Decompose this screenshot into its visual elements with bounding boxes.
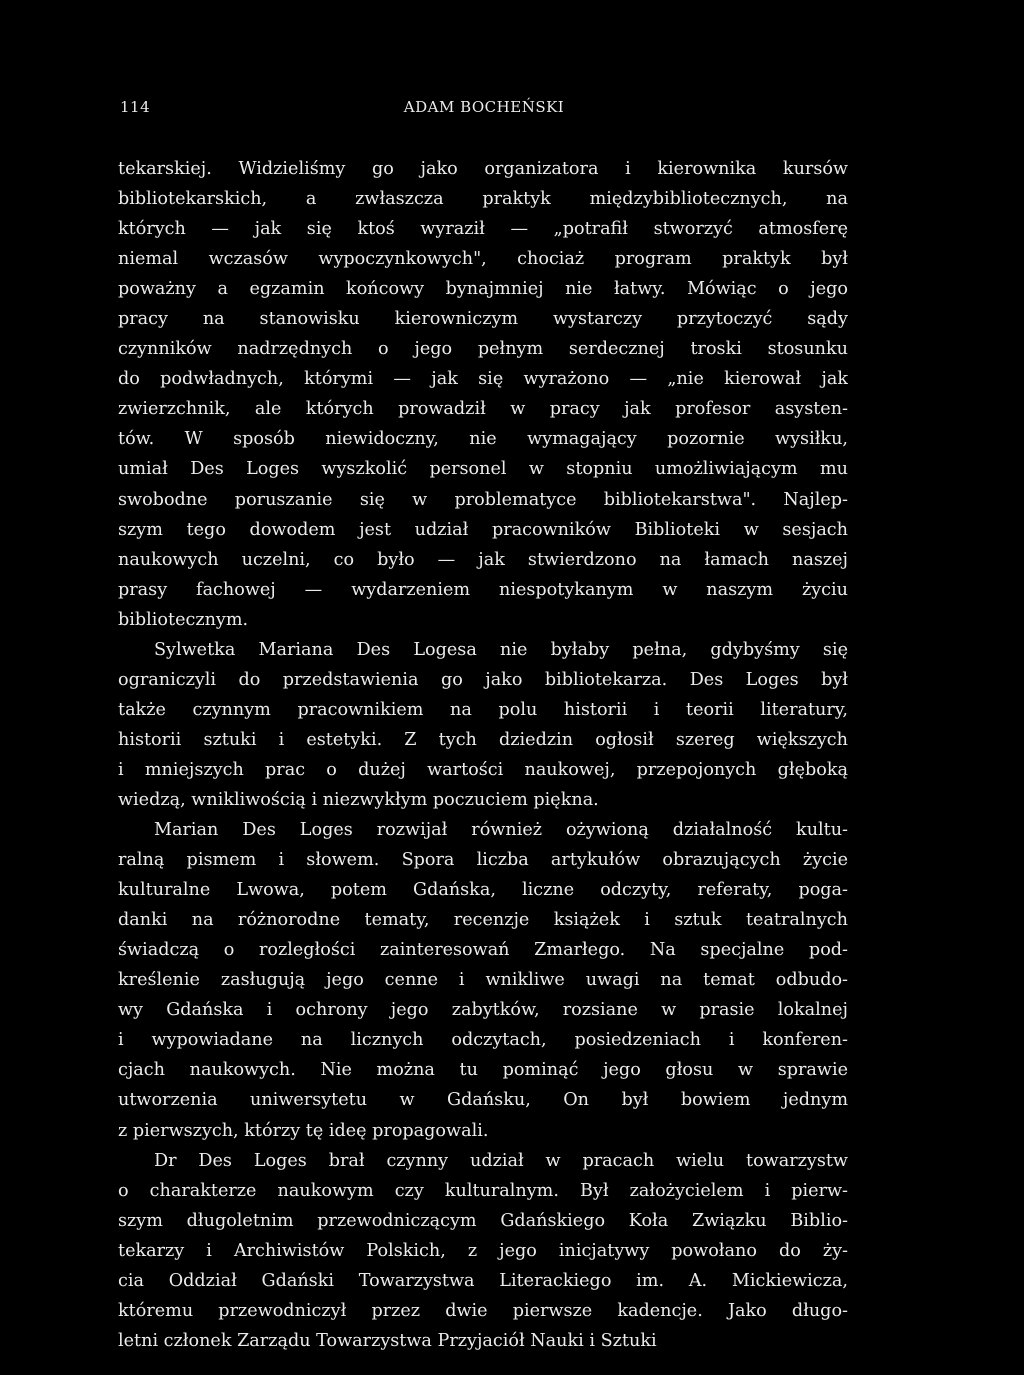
text-line: z pierwszych, którzy tę ideę propagowali. xyxy=(118,1120,489,1141)
text-line: umiał Des Loges wyszkolić personel w stopniu umożliwiającym mu xyxy=(118,459,848,480)
text-line: ralną pismem i słowem. Spora liczba artykułów obrazujących życie xyxy=(118,850,848,871)
page-number: 114 xyxy=(120,98,151,116)
text-line: i wypowiadane na licznych odczytach, posiedzeniach i konferen- xyxy=(118,1030,848,1051)
text-line: naukowych uczelni, co było — jak stwierdzono na łamach naszej xyxy=(118,549,848,570)
text-line: których — jak się ktoś wyraził — „potrafił stworzyć atmosferę xyxy=(118,219,848,240)
text-line: cia Oddział Gdański Towarzystwa Literackiego im. A. Mickiewicza, xyxy=(118,1270,848,1291)
text-line: danki na różnorodne tematy, recenzje książek i sztuk teatralnych xyxy=(118,910,848,931)
text-line: pracy na stanowisku kierowniczym wystarczy przytoczyć sądy xyxy=(118,309,848,330)
text-line: do podwładnych, którymi — jak się wyrażono — „nie kierował jak xyxy=(118,369,848,390)
text-line: poważny a egzamin końcowy bynajmniej nie łatwy. Mówiąc o jego xyxy=(118,279,848,300)
text-line: świadczą o rozległości zainteresowań Zmarłego. Na specjalne pod- xyxy=(118,940,848,961)
text-line: czynników nadrzędnych o jego pełnym serdecznej troski stosunku xyxy=(118,339,848,360)
text-line: szym długoletnim przewodniczącym Gdańskiego Koła Związku Biblio- xyxy=(118,1210,848,1231)
text-line: prasy fachowej — wydarzeniem niespotykanym w naszym życiu xyxy=(118,579,848,600)
text-line: o charakterze naukowym czy kulturalnym. Był założycielem i pierw- xyxy=(118,1180,848,1201)
text-line: zwierzchnik, ale których prowadził w pracy jak profesor asysten- xyxy=(118,399,848,420)
text-line: bibliotecznym. xyxy=(118,609,249,630)
text-line: bibliotekarskich, a zwłaszcza praktyk międzybibliotecznych, na xyxy=(118,189,848,210)
text-line: utworzenia uniwersytetu w Gdańsku, On był bowiem jednym xyxy=(118,1090,848,1111)
paragraph xyxy=(118,815,848,1146)
text-line: niemal wczasów wypoczynkowych", chociaż program praktyk był xyxy=(118,249,848,270)
text-line: historii sztuki i estetyki. Z tych dziedzin ogłosił szereg większych xyxy=(118,729,848,750)
text-line: letni członek Zarządu Towarzystwa Przyjaciół Nauki i Sztuki xyxy=(118,1330,657,1351)
text-line: wy Gdańska i ochrony jego zabytków, rozsiane w prasie lokalnej xyxy=(118,1000,848,1021)
text-line: tekarskiej. Widzieliśmy go jako organizatora i kierownika kursów xyxy=(118,159,848,179)
text-line: któremu przewodniczył przez dwie pierwsze kadencje. Jako długo- xyxy=(118,1300,848,1321)
paragraph xyxy=(118,635,848,815)
running-head: ADAM BOCHEŃSKI xyxy=(403,98,565,116)
text-line: Dr Des Loges brał czynny udział w pracach wielu towarzystw xyxy=(154,1150,848,1171)
text-line: kreślenie zasługują jego cenne i wnikliwe uwagi na temat odbudo- xyxy=(118,970,848,991)
paragraph xyxy=(118,154,848,635)
text-line: wiedzą, wnikliwością i niezwykłym poczuciem piękna. xyxy=(118,789,599,810)
body-text xyxy=(118,154,848,1356)
text-line: tekarzy i Archiwistów Polskich, z jego inicjatywy powołano do ży- xyxy=(118,1240,848,1261)
text-line: szym tego dowodem jest udział pracowników Biblioteki w sesjach xyxy=(118,519,848,540)
text-line: swobodne poruszanie się w problematyce bibliotekarstwa". Najlep- xyxy=(118,489,848,510)
text-line: cjach naukowych. Nie można tu pominąć jego głosu w sprawie xyxy=(118,1060,848,1081)
page-header xyxy=(120,98,848,122)
text-line: tów. W sposób niewidoczny, nie wymagający pozornie wysiłku, xyxy=(118,429,848,450)
text-line: i mniejszych prac o dużej wartości naukowej, przepojonych głęboką xyxy=(118,759,848,780)
text-line: Sylwetka Mariana Des Logesa nie byłaby pełna, gdybyśmy się xyxy=(154,639,848,660)
text-line: także czynnym pracownikiem na polu historii i teorii literatury, xyxy=(118,699,848,720)
text-line: Marian Des Loges rozwijał również ożywioną działalność kultu- xyxy=(154,820,848,841)
text-line: ograniczyli do przedstawienia go jako bibliotekarza. Des Loges był xyxy=(118,669,848,690)
paragraph xyxy=(118,1146,848,1356)
text-line: kulturalne Lwowa, potem Gdańska, liczne odczyty, referaty, poga- xyxy=(118,880,848,901)
